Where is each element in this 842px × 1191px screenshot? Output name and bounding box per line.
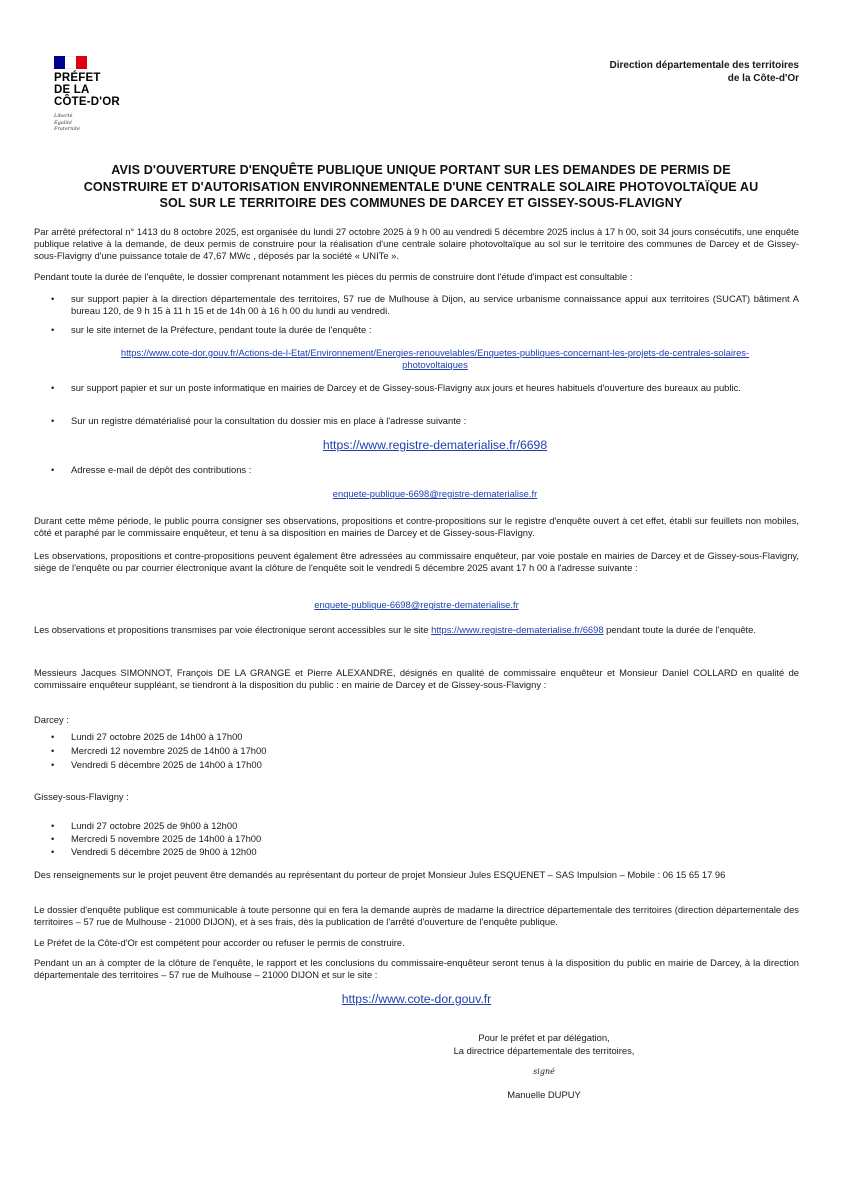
issuer-direction (609, 59, 799, 85)
prefecture-link-line-2[interactable]: photovoltaiques (402, 359, 468, 371)
observations-registre: Durant cette même période, le public pourra consigner ses observations, propositions et contre-propositions sur le registre d'enquête ouvert à cet effet, établi sur feuillets non mobiles, côté et paraphé par le commissaire enquêteur, et tenu à sa disposition en mairies de Darcey et de Gissey-sous-Flavigny. (34, 515, 799, 539)
bullet-icon: • (51, 745, 55, 756)
bullet-icon: • (51, 464, 55, 475)
flag-red (76, 56, 87, 69)
title-line-3: SOL SUR LE TERRITOIRE DES COMMUNES DE DARCEY ET GISSEY-SOUS-FLAVIGNY (159, 196, 683, 210)
logo-name-line-3: CÔTE-D'OR (54, 96, 120, 108)
final-link-wrap (34, 993, 799, 1006)
registre-link[interactable]: https://www.registre-dematerialise.fr/6698 (322, 438, 548, 452)
bullet-email: Adresse e-mail de dépôt des contributions : (71, 464, 252, 475)
darcey-label: Darcey : (34, 714, 69, 725)
bullet-mairies: sur support papier et sur un poste informatique en mairies de Darcey et de Gissey-sous-Flavigny aux jours et heures habituels d'ouverture des bureaux au public. (71, 382, 741, 393)
email-link-wrap (71, 488, 799, 500)
direction-line-2: de la Côte-d'Or (727, 73, 799, 84)
flag-white (65, 56, 76, 69)
signature-block (394, 1032, 694, 1101)
signature-name: Manuelle DUPUY (507, 1088, 581, 1100)
electronic-after: pendant toute la durée de l'enquête. (603, 624, 756, 635)
bullet-website: sur le site internet de la Préfecture, pendant toute la durée de l'enquête : (71, 324, 372, 335)
bullet-icon: • (51, 293, 55, 304)
signature-line-2: La directrice départementale des territoires, (453, 1044, 635, 1056)
flag-blue (54, 56, 65, 69)
motto-line-2: Égalité (54, 119, 72, 126)
final-link[interactable]: https://www.cote-dor.gouv.fr (341, 992, 492, 1006)
title-line-2: CONSTRUIRE ET D'AUTORISATION ENVIRONNEMENTALE D'UNE CENTRALE SOLAIRE PHOTOVOLTAÏQUE AU (83, 179, 759, 194)
observations-courrier: Les observations, propositions et contre-propositions peuvent également être adressées au commissaire enquêteur, par voie postale en mairies de Darcey et de Gissey-sous-Flavigny, siège de l'enquête ou par courrier électronique avant la clôture de l'enquête soit le vendredi 5 décembre 2025 avant 17 h 00 à l'adresse suivante : (34, 550, 799, 574)
signature-signe: signé (533, 1067, 555, 1076)
electronic-link[interactable]: https://www.registre-dematerialise.fr/6698 (431, 624, 604, 635)
bullet-registre: Sur un registre dématérialisé pour la consultation du dossier mis en place à l'adresse suivante : (71, 415, 467, 426)
gissey-label: Gissey-sous-Flavigny : (34, 791, 129, 802)
intro-paragraph: Par arrêté préfectoral n° 1413 du 8 octobre 2025, est organisée du lundi 27 octobre 2025 à 9 h 00 au vendredi 5 décembre 2025 inclus à 17 h 00, soit 34 jours consécutifs, une enquête publique relative à la demande, de deux permis de construire pour la réalisation d'une centrale solaire photovoltaïque au sol sur le territoire des communes de Darcey et de Gissey-sous-Flavigny d'une puissance totale de 47,67 MWc , déposés par la société « UNITe ». (34, 226, 799, 262)
darcey-date-3: Vendredi 5 décembre 2025 de 14h00 à 17h00 (71, 759, 262, 770)
direction-line-1: Direction départementale des territoires (609, 60, 799, 71)
darcey-date-2: Mercredi 12 novembre 2025 de 14h00 à 17h00 (71, 745, 267, 756)
signature-line-1: Pour le préfet et par délégation, (478, 1032, 610, 1043)
bullet-paper: sur support papier à la direction départementale des territoires, 57 rue de Mulhouse à Dijon, au service urbanisme connaissance appui aux territoires (SUCAT) bâtiment A bureau 120, de 9 h 15 à 11 h 15 et de 14h 00 à 16 h 00 du lundi au vendredi. (71, 293, 799, 317)
prefecture-link-line-1[interactable]: https://www.cote-dor.gouv.fr/Actions-de-l-Etat/Environnement/Energies-renouvelables/Enquetes-publiques-concernant-les-projets-de-centrales-solaires- (120, 347, 750, 358)
bullet-icon: • (51, 382, 55, 393)
communicable-paragraph: Le dossier d'enquête publique est communicable à toute personne qui en fera la demande auprès de madame la directrice départementale des territoires (direction départementale des territoires – 57 rue de Mulhouse - 21000 DIJON), et à ses frais, dès la publication de l'arrêté d'ouverture de l'enquête publique. (34, 904, 799, 928)
electronic-before: Les observations et propositions transmises par voie électronique seront accessibles sur le site (34, 624, 432, 635)
bullet-icon: • (51, 759, 55, 770)
dossier-intro: Pendant toute la durée de l'enquête, le dossier comprenant notamment les pièces du permis de construire dont l'étude d'impact est consultable : (34, 271, 633, 282)
bullet-icon: • (51, 731, 55, 742)
logo-motto (54, 113, 144, 133)
motto-line-1: Liberté (54, 113, 73, 119)
gissey-date-3: Vendredi 5 décembre 2025 de 9h00 à 12h00 (71, 846, 257, 857)
bullet-icon: • (51, 324, 55, 335)
bullet-icon: • (51, 846, 55, 857)
bullet-icon: • (51, 833, 55, 844)
logo-name-line-1: PRÉFET (54, 72, 101, 84)
bullet-icon: • (51, 415, 55, 426)
darcey-date-1: Lundi 27 octobre 2025 de 14h00 à 17h00 (71, 731, 243, 742)
prefet-logo (54, 56, 144, 133)
logo-name-line-2: DE LA (54, 84, 90, 96)
gissey-date-2: Mercredi 5 novembre 2025 de 14h00 à 17h00 (71, 833, 262, 844)
registre-link-wrap (71, 439, 799, 452)
motto-line-3: Fraternité (54, 126, 80, 132)
commissaires-paragraph: Messieurs Jacques SIMONNOT, François DE LA GRANGE et Pierre ALEXANDRE, désignés en qualité de commissaire enquêteur et Monsieur Daniel COLLARD en qualité de commissaire enquêteur suppléant, se tiendront à la disposition du public : en mairie de Darcey et de Gissey-sous-Flavigny : (34, 667, 799, 691)
bullet-icon: • (51, 820, 55, 831)
title-line-1: AVIS D'OUVERTURE D'ENQUÊTE PUBLIQUE UNIQUE PORTANT SUR LES DEMANDES DE PERMIS DE (111, 163, 731, 177)
competent-paragraph: Le Préfet de la Côte-d'Or est compétent pour accorder ou refuser le permis de construire. (34, 937, 405, 948)
email-link-2-wrap (34, 599, 799, 611)
logo-name (54, 72, 144, 108)
prefecture-link[interactable] (71, 347, 799, 371)
document-title (40, 162, 802, 212)
marianne-flag-icon (54, 56, 87, 69)
gissey-date-1: Lundi 27 octobre 2025 de 9h00 à 12h00 (71, 820, 238, 831)
renseignements-paragraph: Des renseignements sur le projet peuvent être demandés au représentant du porteur de projet Monsieur Jules ESQUENET – SAS Impulsion – Mobile : 06 15 65 17 96 (34, 869, 726, 880)
rapport-paragraph: Pendant un an à compter de la clôture de l'enquête, le rapport et les conclusions du commissaire-enquêteur seront tenus à la disposition du public en mairie de Darcey, à la direction départementale des territoires – 57 rue de Mulhouse – 21000 DIJON et sur le site : (34, 957, 799, 981)
electronic-paragraph (34, 624, 799, 636)
email-link[interactable]: enquete-publique-6698@registre-dematerialise.fr (332, 488, 538, 499)
email-link-2[interactable]: enquete-publique-6698@registre-dematerialise.fr (314, 599, 519, 610)
